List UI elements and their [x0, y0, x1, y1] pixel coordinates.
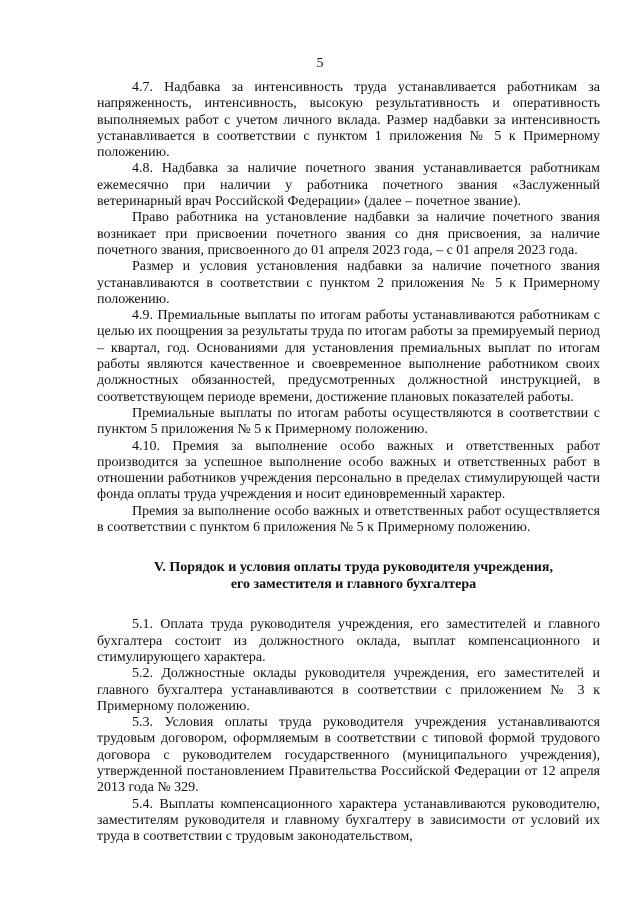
paragraph-special-bonus: Премия за выполнение особо важных и ответственных работ осуществляется в соответствии с пунктом 6 приложения № 5 к Примерному положению.: [97, 503, 600, 536]
paragraph-bonus-payments: Премиальные выплаты по итогам работы осуществляются в соответствии с пунктом 5 приложения № 5 к Примерному положению.: [97, 405, 600, 438]
document-body: [97, 80, 600, 845]
paragraph-5-3: 5.3. Условия оплаты труда руководителя учреждения устанавливаются трудовым договором, оформляемым в соответствии с типовой формой трудового договора с руководителем государственного (муниципального учреждения), утвержденной постановлением Правительства Российской Федерации от 12 апреля 2013 года № 329.: [97, 715, 600, 796]
paragraph-4-10: 4.10. Премия за выполнение особо важных и ответственных работ производится за успешное выполнение особо важных и ответственных работ в отношении работников учреждения персонально в пределах стимулирующей части фонда оплаты труда учреждения и носит единовременный характер.: [97, 438, 600, 503]
paragraph-honorary-title-size: Размер и условия установления надбавки за наличие почетного звания устанавливаются в соответствии с пунктом 2 приложения № 5 к Примерному положению.: [97, 259, 600, 307]
paragraph-4-8: 4.8. Надбавка за наличие почетного звания устанавливается работникам ежемесячно при наличии у работника почетного звания «Заслуженный ветеринарный врач Российской Федерации» (далее – почетное звание).: [97, 161, 600, 210]
paragraph-5-2: 5.2. Должностные оклады руководителя учреждения, его заместителей и главного бухгалтера устанавливаются в соответствии с приложением № 3 к Примерному положению.: [97, 666, 600, 714]
page-number: 5: [316, 56, 324, 71]
paragraph-honorary-title-right: Право работника на установление надбавки за наличие почетного звания возникает при присвоении почетного звания со дня присвоения, за наличие почетного звания, присвоенного до 01 апреля 2023 года, – с 01 апреля 2023 года.: [97, 210, 600, 258]
paragraph-4-7: 4.7. Надбавка за интенсивность труда устанавливается работникам за напряженность, интенсивность, высокую результативность и оперативность выполняемых работ с учетом личного вклада. Размер надбавки за интенсивность устанавливается в соответствии с пунктом 1 приложения № 5 к Примерному положению.: [97, 80, 600, 161]
section-heading: [97, 560, 600, 593]
section-heading-line-2: его заместителя и главного бухгалтера: [230, 576, 477, 592]
paragraph-5-4: 5.4. Выплаты компенсационного характера устанавливаются руководителю, заместителям руководителя и главному бухгалтеру в зависимости от условий их труда в соответствии с трудовым законодательством,: [97, 796, 600, 845]
paragraph-5-1: 5.1. Оплата труда руководителя учреждения, его заместителей и главного бухгалтера состоит из должностного оклада, выплат компенсационного и стимулирующего характера.: [97, 617, 600, 665]
section-heading-line-1: V. Порядок и условия оплаты труда руководителя учреждения,: [154, 560, 553, 576]
paragraph-4-9: 4.9. Премиальные выплаты по итогам работы устанавливаются работникам с целью их поощрения за результаты труда по итогам работы за премируемый период – квартал, год. Основаниями для установления премиальных выплат по итогам работы являются качественное и своевременное выполнение работником своих должностных обязанностей, предусмотренных должностной инструкцией, в соответствующем периоде времени, достижение плановых показателей работы.: [97, 308, 600, 405]
spacer: [97, 536, 600, 560]
spacer: [97, 593, 600, 617]
